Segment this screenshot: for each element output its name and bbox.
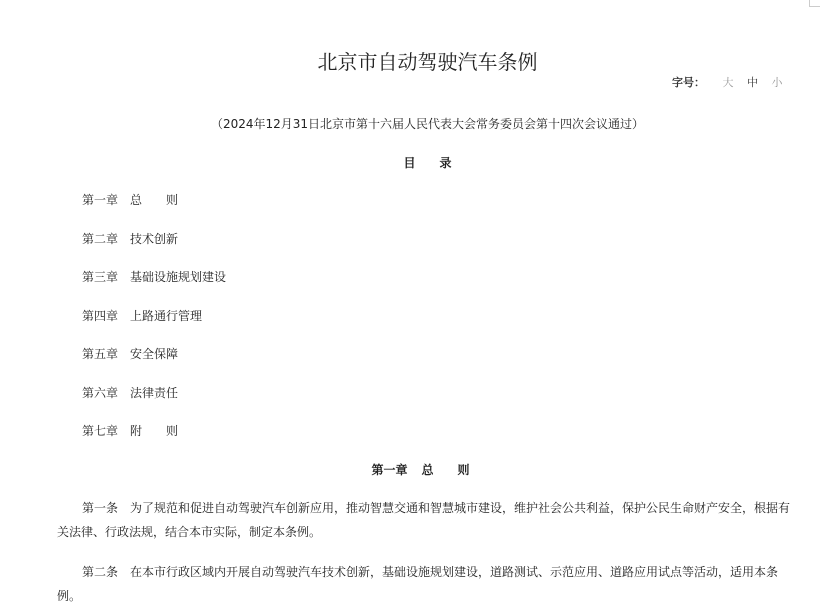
toc-item[interactable] bbox=[82, 385, 226, 424]
font-size-selector bbox=[672, 74, 793, 90]
toc-item[interactable] bbox=[82, 346, 226, 385]
article-num: 第二条 bbox=[82, 565, 119, 579]
page-title: 北京市自动驾驶汽车条例 bbox=[317, 50, 538, 74]
font-size-small[interactable]: 小 bbox=[771, 76, 783, 89]
article-text: 为了规范和促进自动驾驶汽车创新应用，推动智慧交通和智慧城市建设，维护社会公共利益，保护公民生命财产安全，根据有关法律、行政法规，结合本市实际，制定本条例。 bbox=[57, 501, 791, 539]
article-1 bbox=[57, 496, 797, 544]
toc-num: 第三章 bbox=[82, 270, 119, 284]
toc-num: 第二章 bbox=[82, 231, 119, 246]
toc-title: 总 则 bbox=[130, 193, 179, 207]
font-size-large[interactable]: 大 bbox=[722, 76, 734, 89]
toc-heading-char: 目 bbox=[403, 156, 416, 170]
window-corner bbox=[809, 0, 820, 7]
font-size-medium[interactable]: 中 bbox=[747, 76, 758, 89]
toc-heading-char: 录 bbox=[439, 156, 452, 170]
chapter-heading bbox=[0, 461, 820, 478]
toc-title: 技术创新 bbox=[130, 231, 179, 246]
toc-item[interactable] bbox=[82, 308, 226, 347]
toc-num: 第四章 bbox=[82, 308, 119, 323]
article-text: 在本市行政区域内开展自动驾驶汽车技术创新，基础设施规划建设，道路测试、示范应用、道路应用试点等活动，适用本条例。 bbox=[57, 565, 779, 603]
subtitle: （2024年12月31日北京市第十六届人民代表大会常务委员会第十四次会议通过） bbox=[210, 117, 645, 131]
toc-item[interactable] bbox=[82, 269, 226, 308]
article-num: 第一条 bbox=[82, 501, 119, 515]
toc-num: 第一章 bbox=[82, 193, 119, 207]
toc-title: 基础设施规划建设 bbox=[130, 270, 227, 284]
article-2 bbox=[57, 560, 797, 608]
chapter-num: 第一章 bbox=[371, 463, 408, 477]
toc-num: 第六章 bbox=[82, 385, 119, 400]
chapter-title: 总 则 bbox=[421, 463, 470, 477]
toc-item[interactable] bbox=[82, 231, 226, 270]
toc-title: 法律责任 bbox=[130, 385, 179, 400]
toc-title: 附 则 bbox=[130, 424, 179, 438]
toc-title: 安全保障 bbox=[130, 347, 179, 361]
toc-num: 第五章 bbox=[82, 347, 119, 361]
toc-item[interactable] bbox=[82, 192, 226, 231]
toc-item[interactable] bbox=[82, 423, 226, 462]
toc-num: 第七章 bbox=[82, 424, 119, 438]
font-size-label: 字号： bbox=[672, 76, 705, 89]
toc-title: 上路通行管理 bbox=[130, 308, 203, 323]
table-of-contents bbox=[82, 192, 226, 462]
toc-heading bbox=[0, 154, 820, 171]
